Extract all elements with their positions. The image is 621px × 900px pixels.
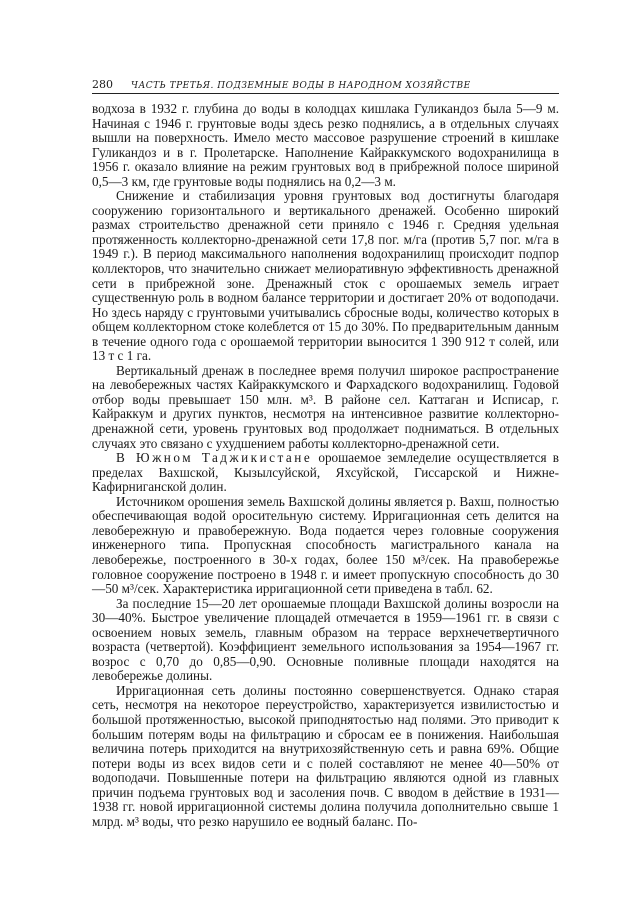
paragraph-3: Вертикальный дренаж в последнее время получил широкое распространение на левобережных частях Кайраккумского и Фархадского водохранилищ. Годовой отбор воды превышает 150 млн. м³. В районе сел. Каттаган и Исписар, г. Кайраккум и других пунктов, несмотря на интенсивное развитие коллекторно-дренажной сети, уровень грунтовых вод продолжает подниматься. В отдельных случаях это связано с ухудшением работы коллекторно-дренажной сети. xyxy=(92,362,559,451)
paragraph-4-text: орошаемое земледелие осуществляется в пределах Вахшской, Кызылсуйской, Яхсуйской, Гиссарской и Нижне-Кафирниганской долин. xyxy=(92,450,559,495)
page-number: 280 xyxy=(92,78,113,91)
page-header xyxy=(92,78,559,94)
paragraph-4 xyxy=(92,451,559,495)
body-text xyxy=(92,102,559,829)
paragraph-5: Источником орошения земель Вахшской долины является р. Вахш, полностью обеспечивающая водой оросительную систему. Ирригационная сеть делится на левобережную и правобережную. Вода подается через головные сооружения инженерного типа. Пропускная способность магистрального канала на левобережье, построенного в 30-х годах, более 150 м³/сек. На правобережье головное сооружение построено в 1948 г. и имеет пропускную способность до 30—50 м³/сек. Характеристика ирригационной сети приведена в табл. 62. xyxy=(92,493,559,597)
region-heading: В Южном Таджикистане xyxy=(116,450,313,466)
paragraph-7: Ирригационная сеть долины постоянно совершенствуется. Однако старая сеть, несмотря на некоторое переустройство, характеризуется извилистостью и большой протяженностью, высокой приподнятостью над полями. Это приводит к большим потерям воды на фильтрацию и сбросам ее в понижения. Наибольшая величина потерь приходится на внутрихозяйственную сеть и равна 69%. Общие потери воды из всех видов сети и с полей составляют не менее 40—50% от водоподачи. Повышенные потери на фильтрацию являются одной из главных причин подъема грунтовых вод и засоления почв. С вводом в действие в 1931—1938 гг. новой ирригационной системы долина получила дополнительно свыше 1 млрд. м³ воды, что резко нарушило ее водный баланс. По- xyxy=(92,682,559,829)
paragraph-2: Снижение и стабилизация уровня грунтовых вод достигнуты благодаря сооружению горизонтального и вертикального дренажей. Особенно широкий размах строительство дренажной сети приняло с 1946 г. Средняя удельная протяженность коллекторно-дренажной сети 17,8 пог. м/га (против 5,7 пог. м/га в 1949 г.). В период максимального наполнения водохранилищ происходит подпор коллекторов, что значительно снижает мелиоративную эффективность дренажной сети в прибрежной зоне. Дренажный сток с орошаемых земель играет существенную роль в водном балансе территории и достигает 20% от водоподачи. Но здесь наряду с грунтовыми учитывались сбросные воды, количество которых в общем коллекторном стоке колеблется от 15 до 30%. По предварительным данным в течение одного года с орошаемой территории выносится 1 390 912 т солей, или 13 т с 1 га. xyxy=(92,188,559,364)
paragraph-6: За последние 15—20 лет орошаемые площади Вахшской долины возросли на 30—40%. Быстрое увеличение площадей отмечается в 1959—1961 гг. в связи с освоением новых земель, главным образом на террасе верхнечетвертичного возраста (четвертой). Коэффициент земельного использования за 1954—1967 гг. возрос с 0,70 до 0,85—0,90. Основные поливные площади находятся на левобережье долины. xyxy=(92,595,559,684)
paragraph-1: водхоза в 1932 г. глубина до воды в колодцах кишлака Гуликандоз была 5—9 м. Начиная с 1946 г. грунтовые воды здесь резко поднялись, а в отдельных случаях вышли на поверхность. Имело место массовое разрушение строений в кишлаке Гуликандоз и в г. Пролетарске. Наполнение Кайраккумского водохранилища в 1956 г. оказало влияние на режим грунтовых вод в прибрежной полосе шириной 0,5—3 км, где грунтовые воды поднялись на 0,2—3 м. xyxy=(92,101,559,189)
book-page xyxy=(92,78,559,829)
running-title: ЧАСТЬ ТРЕТЬЯ. ПОДЗЕМНЫЕ ВОДЫ В НАРОДНОМ ХОЗЯЙСТВЕ xyxy=(131,81,471,91)
